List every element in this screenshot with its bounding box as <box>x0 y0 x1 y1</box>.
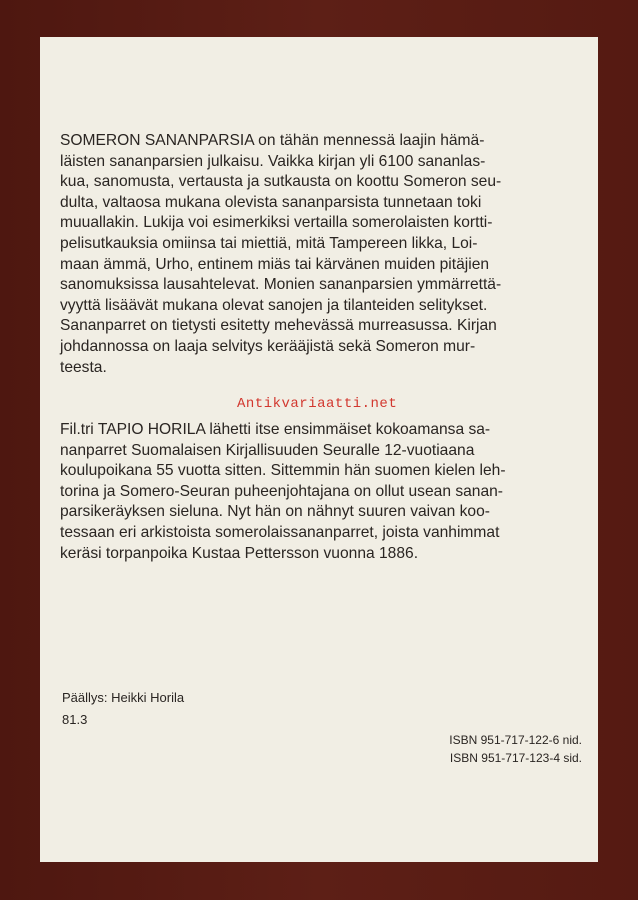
text-line: teesta. <box>60 358 107 376</box>
text-line: Fil.tri TAPIO HORILA lähetti itse ensimmäiset kokoamansa sa- <box>60 421 491 438</box>
text-line: muuallakin. Lukija voi esimerkiksi vertailla somerolaisten kortti- <box>60 214 493 232</box>
text-line: nanparret Suomalaisen Kirjallisuuden Seuralle 12-vuotiaana <box>60 441 475 459</box>
text-line: parsikeräyksen sieluna. Nyt hän on nähnyt suuren vaivan koo- <box>60 503 490 521</box>
text-panel <box>40 37 598 862</box>
text-line: läisten sananparsien julkaisu. Vaikka kirjan yli 6100 sananlas- <box>60 152 486 170</box>
text-line: dulta, valtaosa mukana olevista sananparsista tunnetaan toki <box>60 193 482 211</box>
cover-credit: Päällys: Heikki Horila <box>62 690 185 705</box>
classification-code: 81.3 <box>62 712 88 727</box>
text-line: SOMERON SANANPARSIA on tähän mennessä laajin hämä- <box>60 132 485 149</box>
author-paragraph <box>60 420 576 564</box>
text-line: keräsi torpanpoika Kustaa Pettersson vuonna 1886. <box>60 544 419 562</box>
isbn-paperback: ISBN 951-717-122-6 nid. <box>449 733 582 747</box>
isbn-hardcover: ISBN 951-717-123-4 sid. <box>449 751 582 765</box>
text-line: johdannossa on laaja selvitys kerääjistä sekä Someron mur- <box>60 337 476 355</box>
text-line: maan ämmä, Urho, entinem miäs tai kärvänen muiden pitäjien <box>60 255 490 273</box>
text-line: koulupoikana 55 vuotta sitten. Sittemmin hän suomen kielen leh- <box>60 462 506 480</box>
watermark-text: Antikvariaatti.net <box>237 396 398 412</box>
text-line: kua, sanomusta, vertausta ja sutkausta on koottu Someron seu- <box>60 173 502 191</box>
text-line: pelisutkauksia omiinsa tai miettiä, mitä Tampereen likka, Loi- <box>60 234 478 252</box>
text-line: vyyttä lisäävät mukana olevat sanojen ja tilanteiden selitykset. <box>60 296 488 314</box>
text-line: sanomuksissa lausahtelevat. Monien sananparsien ymmärrettä- <box>60 276 502 294</box>
text-line: Sananparret on tietysti esitetty mehevässä murreasussa. Kirjan <box>60 317 497 335</box>
description-paragraph <box>60 131 576 378</box>
text-line: torina ja Somero-Seuran puheenjohtajana on ollut usean sanan- <box>60 482 503 500</box>
text-line: tessaan eri arkistoista somerolaissananparret, joista vanhimmat <box>60 523 500 541</box>
